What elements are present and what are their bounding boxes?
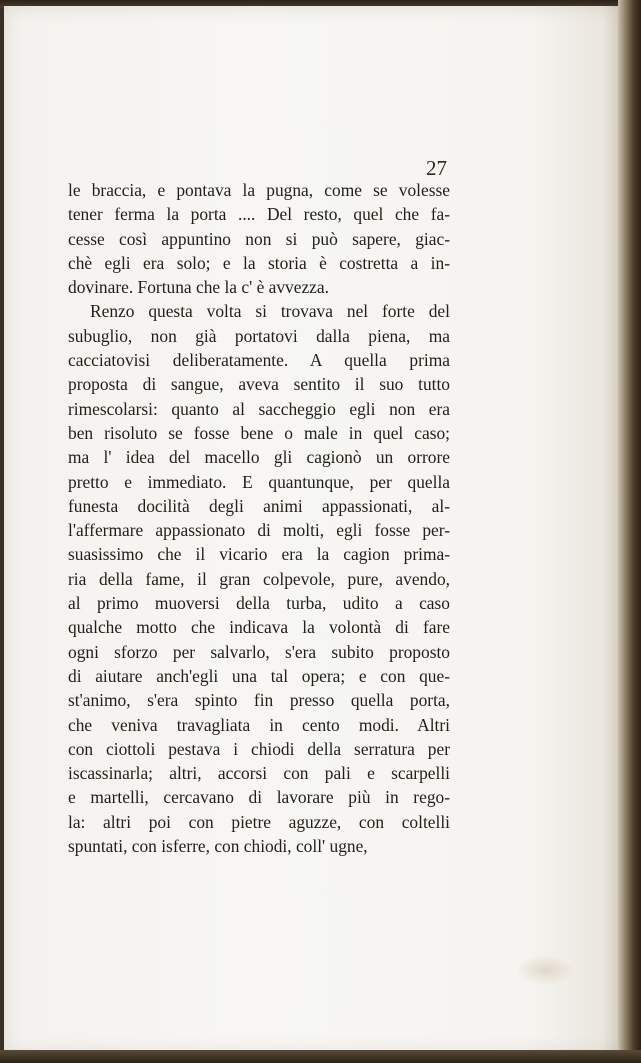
book-fore-edge	[618, 0, 641, 1063]
text-line: l'affermare appassionato di molti, egli fosse per-	[68, 520, 450, 541]
text-line: le braccia, e pontava la pugna, come se volesse	[68, 180, 450, 200]
text-line: con ciottoli pestava i chiodi della serratura per	[68, 738, 450, 759]
text-line: funesta docilità degli animi appassionati, al-	[68, 495, 450, 516]
text-line: ma l' idea del macello gli cagionò un orrore	[68, 447, 450, 468]
book-bottom-edge	[0, 1050, 641, 1063]
text-line: qualche motto che indicava la volontà di fare	[68, 617, 450, 638]
text-line: di aiutare anch'egli una tal opera; e con que-	[68, 665, 450, 686]
paper-stain	[515, 955, 575, 985]
text-line: rimescolarsi: quanto al saccheggio egli non era	[68, 398, 450, 419]
text-line: cesse così appuntino non si può sapere, giac-	[68, 228, 450, 249]
text-line: ben risoluto se fosse bene o male in quel caso;	[68, 422, 450, 443]
text-line: ria della fame, il gran colpevole, pure, avendo,	[68, 568, 450, 589]
text-line: iscassinarla; altri, accorsi con pali e scarpelli	[68, 763, 450, 784]
text-line: st'animo, s'era spinto fin presso quella porta,	[68, 690, 450, 711]
text-line: Renzo questa volta si trovava nel forte del	[90, 301, 450, 322]
text-line: proposta di sangue, aveva sentito il suo tutto	[68, 374, 450, 395]
text-line: subuglio, non già portatovi dalla piena, ma	[68, 325, 450, 346]
body-text	[68, 178, 450, 858]
text-line: che veniva travagliata in cento modi. Altri	[68, 714, 450, 735]
text-line: al primo muoversi della turba, udito a caso	[68, 593, 450, 614]
page-number: 27	[426, 156, 447, 180]
text-line: chè egli era solo; e la storia è costretta a in-	[68, 252, 450, 273]
text-line: suasissimo che il vicario era la cagion prima-	[68, 544, 450, 565]
text-line: e martelli, cercavano di lavorare più in rego-	[68, 787, 450, 808]
text-line: pretto e immediato. E quantunque, per quella	[68, 471, 450, 492]
text-line: spuntati, con isferre, con chiodi, coll' ugne,	[68, 836, 368, 857]
text-line: ogni sforzo per salvarlo, s'era subito proposto	[68, 641, 450, 662]
text-line: la: altri poi con pietre aguzze, con coltelli	[68, 811, 450, 832]
text-line: dovinare. Fortuna che la c' è avvezza.	[68, 277, 329, 298]
text-line: cacciatovisi deliberatamente. A quella prima	[68, 350, 450, 371]
text-line: tener ferma la porta .... Del resto, quel che fa-	[68, 204, 450, 225]
